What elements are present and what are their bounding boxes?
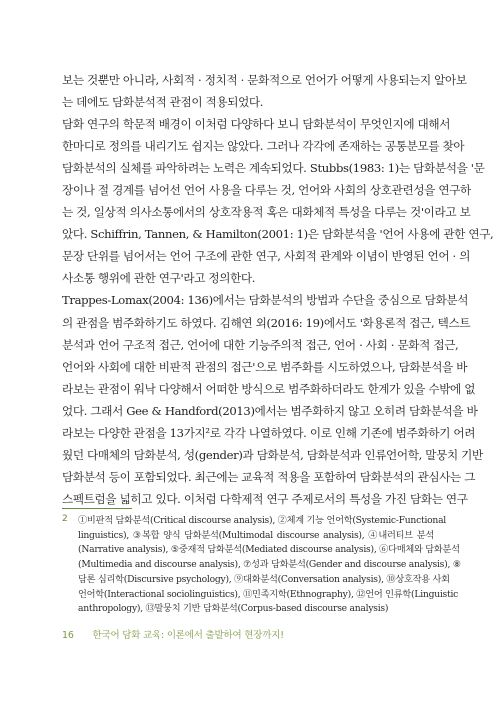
body-line: Trappes-Lomax(2004: 136)에서는 담화분석의 방법과 수단을 중심으로 담화분석 xyxy=(62,293,469,308)
body-line: 분석과 언어 구조적 접근, 언어에 대한 기능주의적 접근, 언어 · 사회 · 문화적 접근, xyxy=(62,337,459,352)
footnote-line: linguistics), ③복합 양식 담화분석(Multimodal discourse analysis), ④내러티브 분석 xyxy=(78,529,434,541)
page-footer xyxy=(62,627,284,641)
body-line: 사소통 행위에 관한 연구'라고 정의한다. xyxy=(62,271,256,286)
body-line: 보는 것뿐만 아니라, 사회적 · 정치적 · 문화적으로 언어가 어떻게 사용되는지 알아보 xyxy=(62,73,467,87)
body-text xyxy=(62,69,494,510)
body-line: 담화분석 등이 포함되었다. 최근에는 교육적 적용을 포함하여 담화분석의 관심사는 그 xyxy=(62,469,476,484)
footnote-text xyxy=(78,514,461,617)
body-line: 스펙트럼을 넓히고 있다. 이처럼 다학제적 연구 주제로서의 특성을 가진 담화는 연구 xyxy=(62,491,468,506)
footnote-divider xyxy=(62,508,132,509)
footnote-line: 언어학(Interactional sociolinguistics), ⑪민족지학(Ethnography), ⑫언어 인류학(Linguistic xyxy=(78,588,459,600)
body-line: 담화분석의 실체를 파악하려는 노력은 계속되었다. Stubbs(1983: 1)는 담화분석을 '문 xyxy=(62,161,485,176)
body-line: 었다. 그래서 Gee & Handford(2013)에서는 범주화하지 않고 오히려 담화분석을 바 xyxy=(62,403,478,418)
body-line: 한마디로 정의를 내리기도 쉽지는 않았다. 그러나 각각에 존재하는 공통분모를 찾아 xyxy=(62,139,465,154)
body-line: 았다. Schiffrin, Tannen, & Hamilton(2001: 1)은 담화분석을 '언어 사용에 관한 연구, xyxy=(62,227,494,242)
body-line: 라보는 관점이 워낙 다양해서 어떠한 방식으로 범주화하더라도 한계가 있을 수밖에 없 xyxy=(62,381,476,396)
body-line: 는 데에도 담화분석적 관점이 적용되었다. xyxy=(62,95,264,110)
body-line: 라보는 다양한 관점을 13가지²로 각각 나열하였다. 이로 인해 기존에 범주화하기 어려 xyxy=(62,425,476,440)
body-line: 담화 연구의 학문적 배경이 이처럼 다양하다 보니 담화분석이 무엇인지에 대해서 xyxy=(62,117,451,132)
footnote-number: 2 xyxy=(62,514,68,524)
body-line: 의 관점을 범주화하기도 하였다. 김해연 외(2016: 19)에서도 '화용론적 접근, 텍스트 xyxy=(62,315,471,330)
footnote-line: 담론 심리학(Discursive psychology), ⑨대화분석(Conversation analysis), ⑩상호작용 사회 xyxy=(78,573,450,585)
footnote-line: (Multimedia and discourse analysis), ⑦성과 담화분석(Gender and discourse analysis), ⑧ xyxy=(78,559,461,571)
running-title: 한국어 담화 교육: 이론에서 출발하여 현장까지! xyxy=(92,630,284,641)
body-line: 언어와 사회에 대한 비판적 관점의 접근'으로 범주화를 시도하였으나, 담화분석을 바 xyxy=(62,359,468,374)
body-line: 웠던 다매체의 담화분석, 성(gender)과 담화분석, 담화분석과 인류언어학, 말뭉치 기반 xyxy=(62,447,483,462)
page-number: 16 xyxy=(62,630,74,641)
footnote-line: ①비판적 담화분석(Critical discourse analysis), ②체계 기능 언어학(Systemic-Functional xyxy=(78,515,446,526)
body-line: 장이나 절 경계를 넘어선 언어 사용을 다루는 것, 언어와 사회의 상호관련성을 연구하 xyxy=(62,183,471,198)
body-line: 는 것, 일상적 의사소통에서의 상호작용적 혹은 대화체적 특성을 다루는 것'이라고 보 xyxy=(62,205,471,220)
body-line: 문장 단위를 넘어서는 언어 구조에 관한 연구, 사회적 관계와 이념이 반영된 언어 · 의 xyxy=(62,249,471,264)
footnote-line: (Narrative analysis), ⑤중재적 담화분석(Mediated discourse analysis), ⑥다매체와 담화분석 xyxy=(78,544,460,556)
footnote-line: anthropology), ⑬말뭉치 기반 담화분석(Corpus-based discourse analysis) xyxy=(78,603,389,615)
